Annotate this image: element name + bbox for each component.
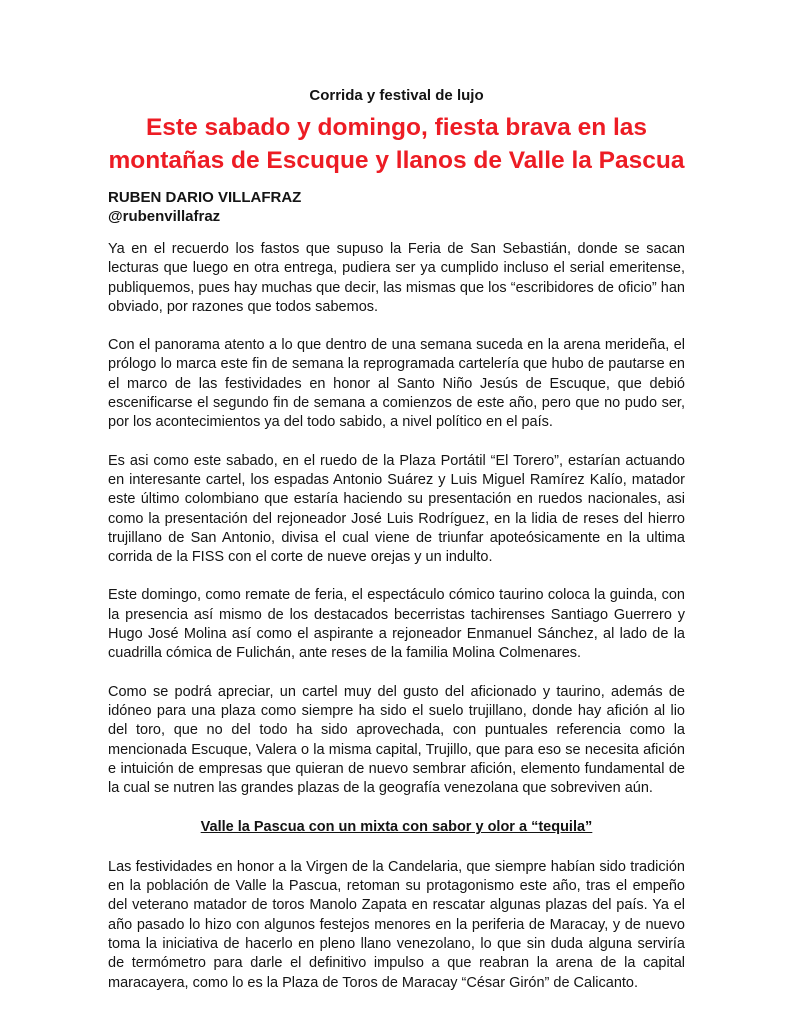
author-handle: @rubenvillafraz <box>108 208 221 225</box>
article-header <box>108 86 685 226</box>
body-paragraph-5: Como se podrá apreciar, un cartel muy del gusto del aficionado y taurino, además de idóneo para una plaza como siempre ha sido el suelo trujillano, donde hay afición al lio del toro, que no del todo ha sido aprovechada, con puntuales referencia como la mencionada Escuque, Valera o la misma capital, Trujillo, que para eso se necesita afición e intuición de empresas que quieran de nuevo sembrar afición, elemento fundamental de la cual se nutren las grandes plazas de la geografía venezolana que sobreviven aún. <box>108 683 685 797</box>
body-paragraph-2: Con el panorama atento a lo que dentro de una semana suceda en la arena merideña, el prólogo lo marca este fin de semana la reprogramada cartelería que hubo de pautarse en el marco de las festividades en honor al Santo Niño Jesús de Escuque, que debió escenificarse el segundo fin de semana a comienzos de este año, pero que no pudo ser, por los acontecimientos ya del todo sabido, a nivel político en el país. <box>108 337 685 431</box>
author-name: RUBEN DARIO VILLAFRAZ <box>108 189 302 206</box>
article-subheading: Valle la Pascua con un mixta con sabor y olor a “tequila” <box>200 819 593 836</box>
body-paragraph-3: Es asi como este sabado, en el ruedo de la Plaza Portátil “El Torero”, estarían actuando en interesante cartel, los espadas Antonio Suárez y Luis Miguel Ramírez Kalío, matador este último colombiano que estaría haciendo su presentación en ruedos nacionales, asi como la presentación del rejoneador José Luis Rodríguez, en la lidia de reses del hierro trujillano de San Antonio, divisa el cual viene de triunfar apoteósicamente en la ultima corrida de la FISS con el corte de nueve orejas y un indulto. <box>108 452 685 566</box>
body-paragraph-1: Ya en el recuerdo los fastos que supuso la Feria de San Sebastián, donde se sacan lecturas que luego en otra entrega, pudiera ser ya cumplido incluso el serial emeritense, publiquemos, pues hay muchas que decir, las mismas que los “escribidores de oficio” han obviado, por razones que todos sabemos. <box>108 241 685 315</box>
byline <box>108 188 685 226</box>
article-body <box>108 240 685 993</box>
article-kicker: Corrida y festival de lujo <box>309 87 484 104</box>
closing-paragraph: Las festividades en honor a la Virgen de la Candelaria, que siempre habían sido tradición en la población de Valle la Pascua, retoman su protagonismo este año, tras el empeño del veterano matador de toros Manolo Zapata en rescatar algunas plazas del país. Ya el año pasado lo hizo con algunos festejos menores en la periferia de Maracay, y de nuevo toma la iniciativa de hacerlo en pleno llano venezolano, lo que sin duda alguna serviría de termómetro para darle el definitivo impulso a que reabran la arena de la capital maracayera, como lo es la Plaza de Toros de Maracay “César Girón” de Calicanto. <box>108 858 685 991</box>
article-headline: Este sabado y domingo, fiesta brava en las montañas de Escuque y llanos de Valle la Pascua <box>108 114 685 174</box>
body-paragraph-4: Este domingo, como remate de feria, el espectáculo cómico taurino coloca la guinda, con la presencia así mismo de los destacados becerristas tachirenses Santiago Guerrero y Hugo José Molina así como el aspirante a rejoneador Enmanuel Sánchez, al lado de la cuadrilla cómica de Fulichán, ante reses de la familia Molina Colmenares. <box>108 587 685 662</box>
